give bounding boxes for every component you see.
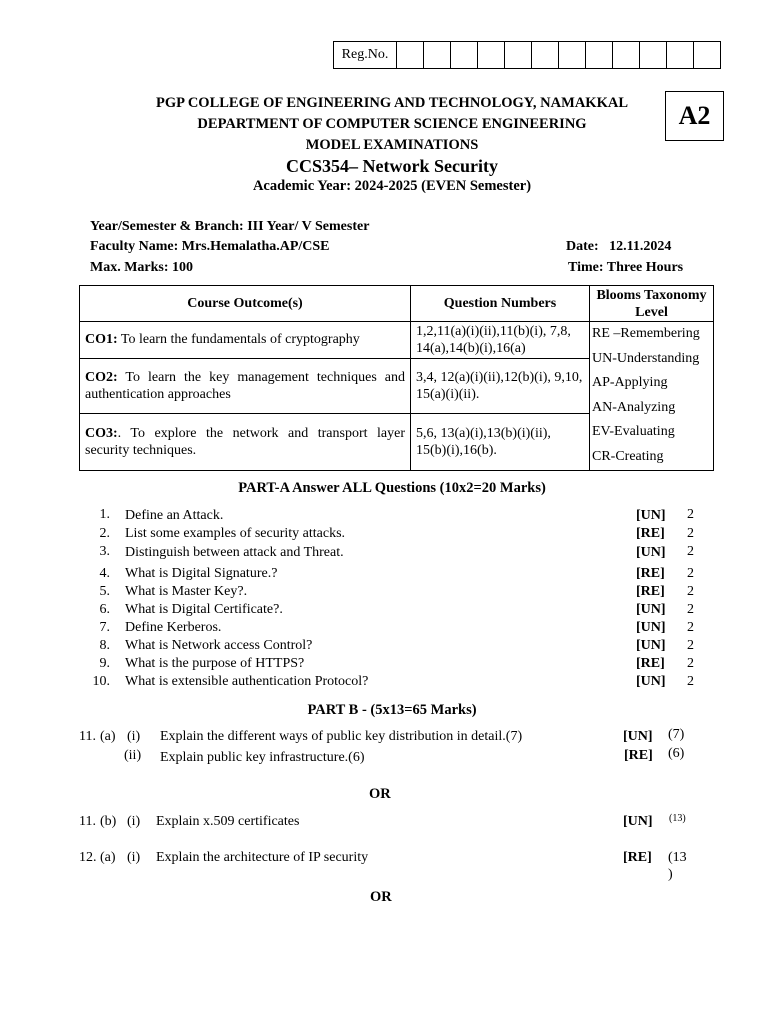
q11a-i-level: [UN] <box>623 729 653 744</box>
reg-no-digit-box <box>586 42 613 68</box>
year-semester: Year/Semester & Branch: III Year/ V Semester <box>90 219 370 234</box>
q11a-i-text: Explain the different ways of public key distribution in detail.(7) <box>160 729 523 744</box>
reg-no-digit-box <box>613 42 640 68</box>
q11a-ii-sub: (ii) <box>124 748 142 763</box>
header-course-outcome: Course Outcome(s) <box>80 286 411 322</box>
department-name: DEPARTMENT OF COMPUTER SCIENCE ENGINEERING <box>197 116 587 132</box>
question-row <box>0 602 768 620</box>
question-level: [UN] <box>636 508 666 523</box>
bloom-level-item: AP-Applying <box>592 375 668 391</box>
question-text: What is Digital Certificate?. <box>125 602 283 617</box>
co3-cell <box>80 414 411 470</box>
question-level: [UN] <box>636 545 666 560</box>
question-number: 5. <box>99 584 110 599</box>
q11a-label: (a) <box>100 729 116 744</box>
question-text: What is the purpose of HTTPS? <box>125 656 305 671</box>
question-row <box>0 584 768 602</box>
reg-no-digit-box <box>559 42 586 68</box>
question-level: [UN] <box>636 674 666 689</box>
question-row <box>0 566 768 584</box>
question-text: What is Network access Control? <box>125 638 313 653</box>
q12a-text: Explain the architecture of IP security <box>156 850 369 865</box>
q11b-label: (b) <box>100 814 117 829</box>
faculty-name: Faculty Name: Mrs.Hemalatha.AP/CSE <box>90 239 330 254</box>
q11a-i-marks: (7) <box>668 727 685 742</box>
question-text: What is Master Key?. <box>125 584 248 599</box>
question-row <box>0 526 768 544</box>
question-number: 4. <box>99 566 110 581</box>
question-number: 9. <box>99 656 110 671</box>
question-number: 8. <box>99 638 110 653</box>
reg-no-box <box>333 41 721 69</box>
question-number: 1. <box>99 507 110 522</box>
question-marks: 2 <box>687 638 694 653</box>
question-number: 7. <box>99 620 110 635</box>
question-text: What is Digital Signature.? <box>125 566 278 581</box>
college-name: PGP COLLEGE OF ENGINEERING AND TECHNOLOGY, NAMAKKAL <box>156 95 628 111</box>
question-level: [RE] <box>636 656 665 671</box>
q12a-level: [RE] <box>623 850 652 865</box>
co2-cell <box>80 359 411 414</box>
course-title: CCS354– Network Security <box>286 156 498 176</box>
table-row <box>80 322 714 359</box>
question-marks: 2 <box>687 656 694 671</box>
question-row <box>0 674 768 692</box>
q11a-ii-level: [RE] <box>624 748 653 763</box>
reg-no-digit-box <box>640 42 667 68</box>
table-header-row <box>80 286 714 322</box>
question-number: 3. <box>99 544 110 559</box>
co1-description: To learn the fundamentals of cryptography <box>117 332 360 348</box>
reg-no-digit-box <box>451 42 478 68</box>
question-level: [UN] <box>636 602 666 617</box>
co1-questions: 1,2,11(a)(i)(ii),11(b)(i), 7,8, 14(a),14(b)(i),16(a) <box>411 322 590 359</box>
part-a-title: PART-A Answer ALL Questions (10x2=20 Marks) <box>238 480 546 496</box>
question-level: [UN] <box>636 620 666 635</box>
question-text: Define Kerberos. <box>125 620 222 635</box>
date-label: Date: <box>566 239 599 254</box>
header-question-numbers: Question Numbers <box>411 286 590 322</box>
question-row <box>0 507 768 525</box>
date-value: 12.11.2024 <box>609 239 672 254</box>
bloom-level-item: UN-Understanding <box>592 350 700 366</box>
question-marks: 2 <box>687 674 694 689</box>
co1-label: CO1: <box>85 332 118 348</box>
q12a-number: 12. <box>79 850 97 865</box>
question-marks: 2 <box>687 584 694 599</box>
question-number: 6. <box>99 602 110 617</box>
co1-cell <box>80 322 411 359</box>
bloom-level-item: AN-Analyzing <box>592 399 676 415</box>
question-level: [RE] <box>636 526 665 541</box>
co3-questions: 5,6, 13(a)(i),13(b)(i)(ii), 15(b)(i),16(b). <box>411 414 590 470</box>
exam-time: Time: Three Hours <box>568 260 684 275</box>
question-number: 2. <box>99 526 110 541</box>
q11b-number: 11. <box>79 814 96 829</box>
question-number: 10. <box>92 674 110 689</box>
q11b-level: [UN] <box>623 814 653 829</box>
exam-date <box>566 239 671 255</box>
co2-label: CO2: <box>85 370 118 386</box>
co2-description: To learn the key management techniques and authentication approaches <box>85 370 405 403</box>
question-text: Define an Attack. <box>125 508 224 523</box>
max-marks: Max. Marks: 100 <box>90 260 194 275</box>
exam-title: MODEL EXAMINATIONS <box>305 137 479 153</box>
q11a-ii-marks: (6) <box>668 746 685 761</box>
reg-no-label: Reg.No. <box>334 42 397 68</box>
q11a-number: 11. <box>79 729 96 744</box>
q11b-marks: (13) <box>669 813 686 824</box>
co3-description: . To explore the network and transport layer security techniques. <box>85 425 405 458</box>
q11a-ii-text: Explain public key infrastructure.(6) <box>160 750 365 765</box>
question-row <box>0 656 768 674</box>
question-level: [RE] <box>636 584 665 599</box>
reg-no-digit-box <box>424 42 451 68</box>
co3-label: CO3: <box>85 425 118 441</box>
or-divider: OR <box>369 786 391 802</box>
question-text: What is extensible authentication Protocol? <box>125 674 369 689</box>
q12a-marks: (13 <box>668 850 687 865</box>
q12a-label: (a) <box>100 850 116 865</box>
q11b-sub: (i) <box>127 814 141 829</box>
header-blooms-level: Blooms Taxonomy Level <box>590 286 714 322</box>
paper-code-box: A2 <box>665 91 724 141</box>
question-level: [UN] <box>636 638 666 653</box>
question-marks: 2 <box>687 507 694 522</box>
q12a-marks-wrap: ) <box>668 867 673 882</box>
or-divider: OR <box>370 889 392 905</box>
question-marks: 2 <box>687 602 694 617</box>
question-text: Distinguish between attack and Threat. <box>125 545 344 560</box>
reg-no-digit-box <box>478 42 505 68</box>
blooms-levels-cell <box>590 322 714 471</box>
reg-no-digit-box <box>505 42 532 68</box>
co2-questions: 3,4, 12(a)(i)(ii),12(b)(i), 9,10, 15(a)(i)(ii). <box>411 359 590 414</box>
question-marks: 2 <box>687 526 694 541</box>
q12a-sub: (i) <box>127 850 141 865</box>
q11b-text: Explain x.509 certificates <box>156 814 300 829</box>
reg-no-digit-box <box>694 42 720 68</box>
question-marks: 2 <box>687 620 694 635</box>
question-level: [RE] <box>636 566 665 581</box>
question-text: List some examples of security attacks. <box>125 526 346 541</box>
part-b-title: PART B - (5x13=65 Marks) <box>307 702 477 718</box>
course-outcome-table <box>79 285 714 471</box>
academic-year: Academic Year: 2024-2025 (EVEN Semester) <box>252 178 532 194</box>
bloom-level-item: EV-Evaluating <box>592 424 675 440</box>
question-row <box>0 620 768 638</box>
question-marks: 2 <box>687 544 694 559</box>
bloom-level-item: RE –Remembering <box>592 326 700 341</box>
bloom-level-item: CR-Creating <box>592 448 664 464</box>
question-marks: 2 <box>687 566 694 581</box>
reg-no-digit-box <box>397 42 424 68</box>
reg-no-digit-box <box>667 42 694 68</box>
question-row <box>0 544 768 562</box>
q11a-i-sub: (i) <box>127 729 141 744</box>
question-row <box>0 638 768 656</box>
reg-no-digit-box <box>532 42 559 68</box>
